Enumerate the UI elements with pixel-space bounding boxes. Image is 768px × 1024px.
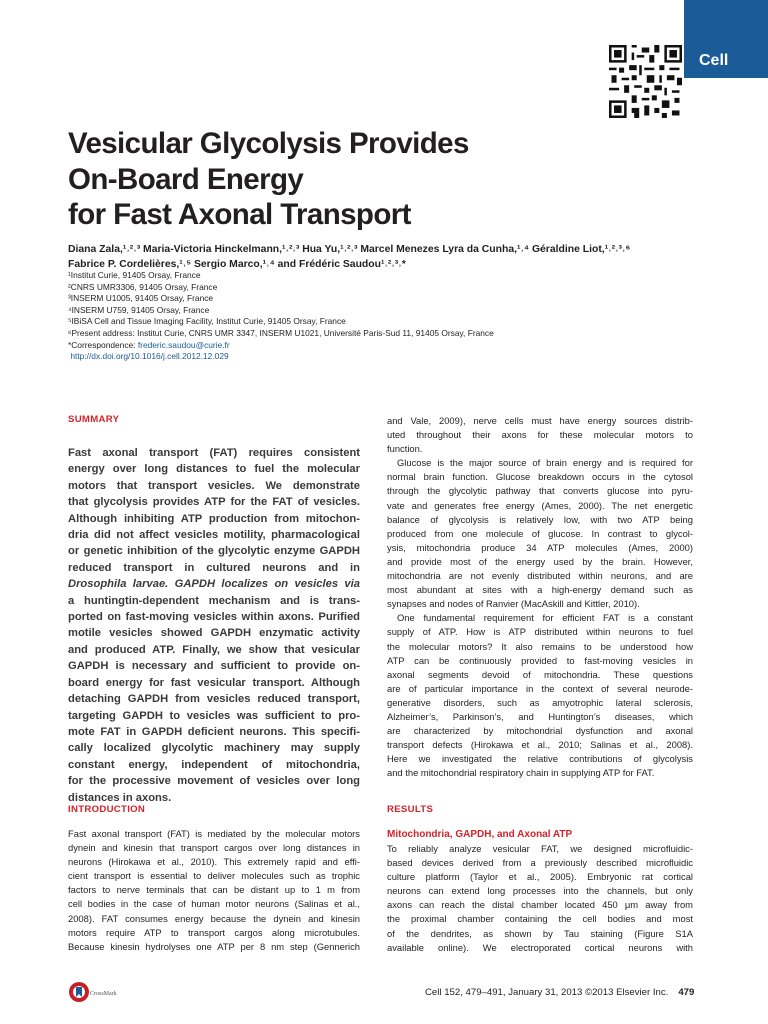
doi-row [68,351,494,363]
body-line: ysis, mitochondria produce 34 ATP molecules (Ames, 2000) [387,541,693,553]
page-number: 479 [678,987,695,998]
body-line: most abundant at sites with a high-energy demand such as [387,584,693,596]
author-list [68,242,630,272]
introduction-heading: INTRODUCTION [68,804,146,815]
body-line: and Vale, 2009), nerve cells must have energy sources distrib- [387,415,693,426]
footer-citation: Cell 152, 479–491, January 31, 2013 ©2013 Elsevier Inc. [425,987,669,998]
summary-line: energy over long distances to fuel the molecular [68,463,360,476]
intro-line: motors require ATP to transport cargos along microtubules. [68,926,360,938]
body-line: transport defects (Hirokawa et al., 2010; Salinas et al., 2008). [387,739,693,751]
summary-line: targeting GAPDH to vesicles was sufficient to pro- [68,709,360,722]
results-text [387,842,693,955]
correspondence-email-link[interactable]: frederic.saudou@curie.fr [137,339,230,350]
crossmark-icon[interactable] [68,981,128,1003]
author-line: Diana Zala,¹˒²˒³ Maria-Victoria Hinckelmann,¹˒²˒³ Hua Yu,¹˒²˒³ Marcel Menezes Lyra da Cunha,¹˒⁴ Géraldine Liot,¹˒²˒³˒⁶ [68,244,631,255]
affiliation-list [68,270,494,363]
summary-line: detaching GAPDH from vesicles reduced transport, [68,693,360,706]
intro-line: neurons (Hirokawa et al., 2010). This extremely rapid and effi- [68,856,360,868]
right-column-text [387,414,693,780]
body-line: produced from one molecule of glucose. In contrast to glycol- [387,527,693,539]
summary-line: ported on fast-moving vesicles within axons. Purified [68,611,360,624]
introduction-text [68,827,360,954]
summary-line: distances in axons. [68,791,172,804]
page-footer [425,987,694,998]
body-line: axonal segments devoid of mitochondria. These questions [387,668,693,680]
qr-code-icon[interactable] [609,45,682,118]
summary-line: motors that transport vesicles. We demonstrate [68,479,360,492]
journal-name: Cell [699,52,729,69]
summary-text [68,445,360,806]
body-line: uted throughout their axons for these molecular motors to [387,429,693,441]
body-line: One fundamental requirement for efficient FAT is a constant [397,612,693,624]
affiliation: ⁶Present address: Institut Curie, CNRS UMR 3347, INSERM U1021, Université Paris-Sud 11, 91405 Orsay, France [68,327,494,338]
body-line: Here we investigated the relative contributions of glycolysis [387,753,693,765]
summary-line: board energy for fast vesicular transport. Although [68,676,360,689]
body-line: and provide most of the energy used by the brain. However, [387,555,693,567]
crossmark-label: CrossMark [90,991,117,997]
affiliation: ¹Institut Curie, 91405 Orsay, France [68,270,201,280]
results-line: axons can reach the distal chamber located 450 μm away from [387,899,693,911]
summary-line: reduced transport in cultured neurons and in [68,561,360,574]
body-line: mitochondria are not evenly distributed within neurons, and are [387,570,693,582]
body-line: the molecular motors? It also remains to be understood how [387,640,693,652]
body-line: function. [387,443,423,455]
body-line: ATP can be continuously provided to fast-moving vesicles in [387,654,693,666]
body-line: are characterized by mitochondrial dysfunction and axonal [387,725,693,737]
results-line: culture platform (Taylor et al., 2005). Embryonic rat cortical [387,871,693,883]
author-line: Fabrice P. Cordelières,¹˒⁵ Sergio Marco,¹˒⁴ and Frédéric Saudou¹˒²˒³˒* [68,259,406,270]
body-line: and the mitochondrial respiratory chain in supplying ATP for FAT. [387,767,655,779]
results-line: neurons can extend long processes into the channels, but only [387,885,693,897]
summary-line: motile vesicles showed GAPDH enzymatic activity [68,627,360,640]
body-line: Glucose is the major source of brain energy and is required for [397,457,693,469]
doi-link[interactable]: http://dx.doi.org/10.1016/j.cell.2012.12.029 [70,351,229,362]
intro-line: cell bodies in the case of human motor neurons (Salinas et al., [68,898,360,910]
results-line: available online). We electroporated cortical neurons with [387,941,693,953]
summary-line: dria did not affect vesicles motility, pharmacological [68,529,360,542]
summary-heading: SUMMARY [68,414,120,425]
summary-line: that glycolysis provides ATP for the FAT of vesicles. [68,496,360,509]
results-line: the proximal chamber containing the cell bodies and most [387,913,693,925]
summary-line: a huntingtin-dependent mechanism and is trans- [68,594,360,607]
results-heading: RESULTS [387,804,434,815]
correspondence [68,340,494,352]
affiliation: ²CNRS UMR3306, 91405 Orsay, France [68,281,218,292]
results-line: of the dendrites, as shown by Tau staining (Figure S1A [387,927,693,939]
article-title [68,126,469,233]
affiliation: ⁴INSERM U759, 91405 Orsay, France [68,304,210,315]
results-line: To reliably analyze vesicular FAT, we designed microfluidic- [387,843,693,854]
summary-line: Although inhibiting ATP production from mitochon- [68,512,360,525]
title-line: Vesicular Glycolysis Provides [68,127,469,160]
affiliation: ⁵IBiSA Cell and Tissue Imaging Facility, Institut Curie, 91405 Orsay, France [68,316,346,327]
results-subheading: Mitochondria, GAPDH, and Axonal ATP [387,829,573,840]
summary-line: constant energy, independent of mitochondria, [68,758,360,771]
summary-line: or genetic inhibition of the glycolytic enzyme GAPDH [68,545,360,558]
body-line: through the glycolytic pathway that converts glucose into pyru- [387,485,693,497]
body-line: are of particular importance in the context of several neurode- [387,682,693,694]
summary-line: for the processive movement of vesicles over long [68,775,360,788]
body-line: synapses and nodes of Ranvier (MacAskill and Kittler, 2010). [387,598,640,610]
summary-line: mote FAT in GAPDH deficient neurons. This specifi- [68,725,360,738]
intro-line: cient transport is essential to deliver molecules such as trophic [68,870,360,882]
body-line: normal brain function. Glucose breakdown occurs in the cytosol [387,471,693,483]
intro-line: 2008). FAT consumes energy because the dynein and kinesin [68,912,360,924]
intro-line: Fast axonal transport (FAT) is mediated by the molecular motors [68,828,360,839]
body-line: balance of glycolysis is relatively low, with two ATP being [387,513,693,525]
summary-line: and produced ATP. Finally, we show that vesicular [68,643,360,656]
affiliation: ³INSERM U1005, 91405 Orsay, France [68,293,214,304]
body-line: vate and generates free energy (Ames, 2000). The net energetic [387,499,693,511]
summary-line: GAPDH is necessary and sufficient to provide on- [68,660,360,673]
title-line: On-Board Energy [68,162,304,196]
summary-line: cally localized glycolytic machinery may supply [68,742,360,755]
title-line: for Fast Axonal Transport [68,198,411,231]
body-line: Alzheimer’s, Parkinson’s, and Huntington’s diseases, which [387,710,693,722]
correspondence-label: *Correspondence: [68,339,138,350]
intro-line: factors to nerve terminals that can be distant up to 1 m from [68,884,360,896]
journal-tab [684,0,768,78]
body-line: generative disorders, such as amyotrophic lateral sclerosis, [387,696,693,708]
summary-line: Fast axonal transport (FAT) requires consistent [68,447,360,459]
intro-line: Because kinesin hydrolyses one ATP per 8 nm step (Gennerich [68,940,360,952]
summary-line: Drosophila larvae. GAPDH localizes on vesicles via [68,578,360,591]
intro-line: dynein and kinesin that transport cargos over long distances in [68,842,360,854]
results-line: based devices derived from a previously described microfluidic [387,857,693,869]
body-line: supply of ATP. How is ATP distributed within neurons to fuel [387,626,693,638]
